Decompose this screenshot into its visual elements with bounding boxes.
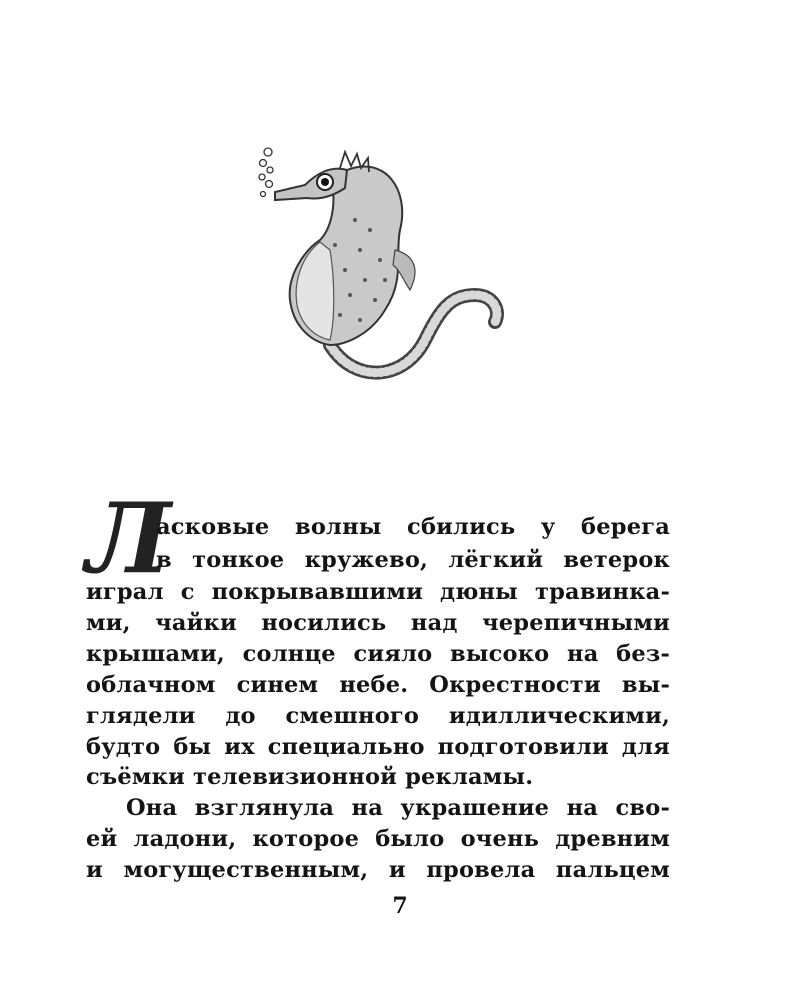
text-line-7: глядели до смешного идиллическими, [86, 703, 670, 729]
page-number: 7 [392, 893, 408, 919]
text-line-2: в тонкое кружево, лёгкий ветерок [156, 547, 670, 573]
drop-cap: Л [86, 482, 171, 595]
text-line-8: будто бы их специально подготовили для [86, 734, 670, 760]
text-line-4: ми, чайки носились над черепичными [86, 610, 670, 636]
text-line-5: крышами, солнце сияло высоко на без- [86, 641, 670, 667]
text-line-1: асковые волны сбились у берега [156, 514, 670, 540]
seahorse-illustration [235, 130, 535, 400]
text-line-11: ей ладони, которое было очень древним [86, 826, 670, 852]
text-line-10: Она взглянула на украшение на сво- [126, 795, 670, 821]
text-line-9: съёмки телевизионной рекламы. [86, 764, 534, 790]
text-line-12: и могущественным, и провела пальцем [86, 857, 670, 883]
text-line-6: облачном синем небе. Окрестности вы- [86, 672, 670, 698]
text-line-3: играл с покрывавшими дюны травинка- [86, 579, 670, 605]
